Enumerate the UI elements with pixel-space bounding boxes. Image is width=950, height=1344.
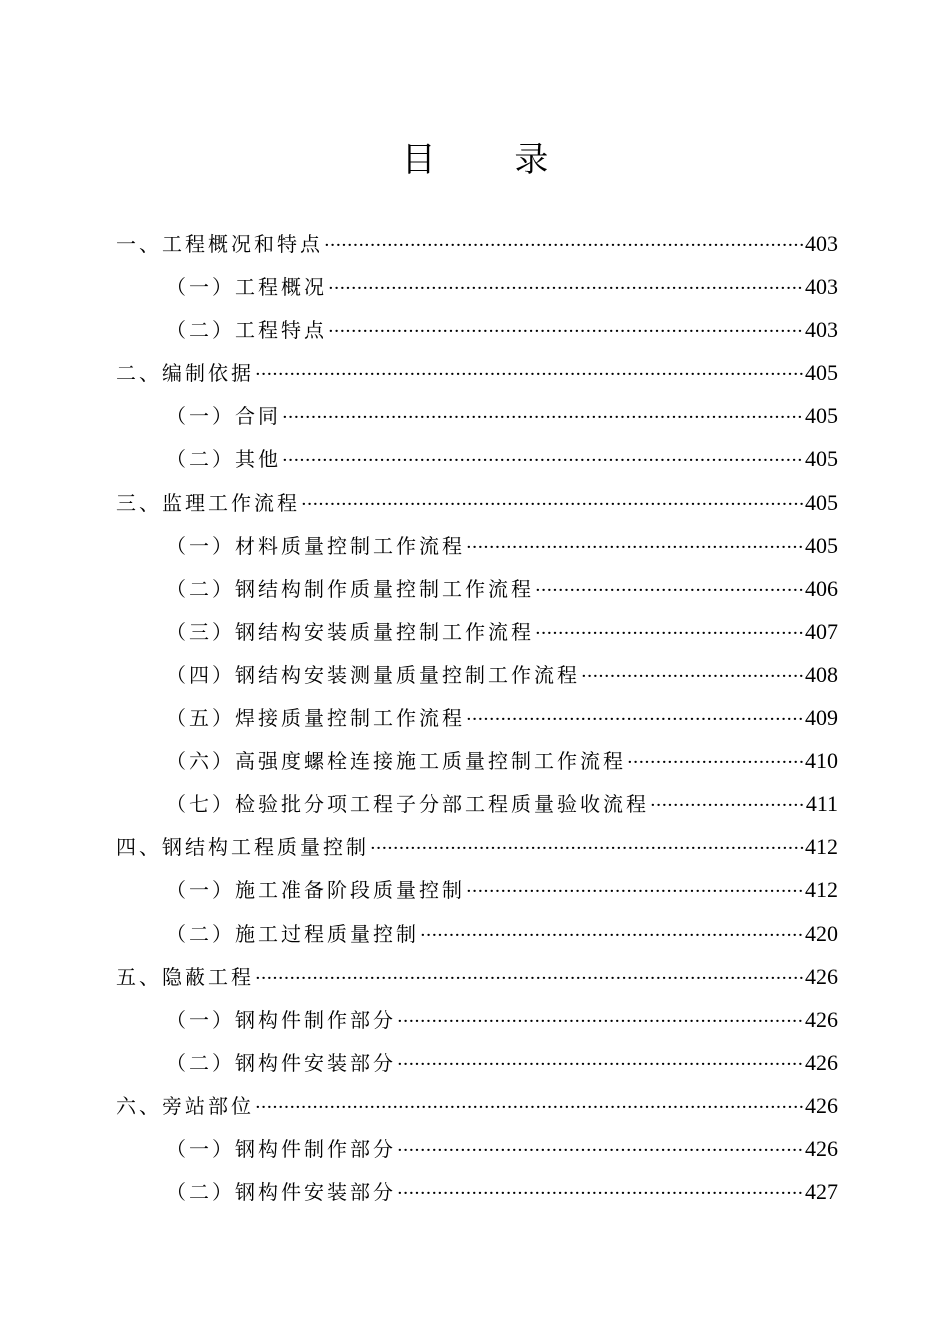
toc-entry[interactable] <box>116 1041 838 1084</box>
toc-entry-page-number: 426 <box>805 1049 838 1075</box>
dot-leader <box>466 526 804 569</box>
toc-entry[interactable] <box>116 437 838 480</box>
toc-entry-page-number: 427 <box>805 1179 838 1205</box>
toc-entry-title: 六、旁站部位 <box>116 1093 254 1118</box>
toc-entry[interactable] <box>116 394 838 437</box>
dot-leader <box>627 741 804 784</box>
toc-entry-page-number: 405 <box>805 489 838 515</box>
dot-leader <box>466 698 804 741</box>
toc-entry[interactable] <box>116 1170 838 1213</box>
toc-entry-page-number: 405 <box>805 360 838 386</box>
toc-entry-page-number: 426 <box>805 1092 838 1118</box>
toc-entry[interactable] <box>116 955 838 998</box>
toc-entry-title: （五）焊接质量控制工作流程 <box>166 706 465 731</box>
toc-entry-page-number: 412 <box>805 834 838 860</box>
toc-entry[interactable] <box>116 351 838 394</box>
toc-entry-title: 二、编制依据 <box>116 361 254 386</box>
toc-entry-page-number: 405 <box>805 446 838 472</box>
toc-entry-title: 五、隐蔽工程 <box>116 964 254 989</box>
toc-entry[interactable] <box>116 912 838 955</box>
dot-leader <box>324 224 804 267</box>
dot-leader <box>397 1129 804 1172</box>
toc-entry-page-number: 408 <box>805 661 838 687</box>
toc-entry[interactable] <box>116 782 838 825</box>
toc-entry-page-number: 420 <box>805 920 838 946</box>
dot-leader <box>581 655 804 698</box>
dot-leader <box>370 827 804 870</box>
toc-entry-page-number: 410 <box>805 748 838 774</box>
toc-entry[interactable] <box>116 998 838 1041</box>
toc-entry[interactable] <box>116 868 838 911</box>
toc-entry-title: 一、工程概况和特点 <box>116 232 323 256</box>
dot-leader <box>420 914 804 957</box>
toc-entry-title: （一）材料质量控制工作流程 <box>166 533 465 558</box>
table-of-contents <box>116 222 838 1213</box>
toc-entry-page-number: 426 <box>805 963 838 989</box>
toc-entry-page-number: 405 <box>805 403 838 429</box>
toc-entry-title: （二）其他 <box>166 447 281 472</box>
toc-entry-title: （一）合同 <box>166 404 281 429</box>
toc-entry[interactable] <box>116 696 838 739</box>
toc-entry-title: （一）钢构件制作部分 <box>166 1136 396 1161</box>
toc-entry[interactable] <box>116 481 838 524</box>
toc-entry-page-number: 411 <box>805 791 838 817</box>
dot-leader <box>282 439 804 482</box>
dot-leader <box>466 870 804 913</box>
toc-entry-title: （四）钢结构安装测量质量控制工作流程 <box>166 662 580 687</box>
dot-leader <box>255 353 804 396</box>
toc-entry-title: （二）钢构件安装部分 <box>166 1050 396 1075</box>
toc-entry-page-number: 412 <box>805 877 838 903</box>
dot-leader <box>282 396 804 439</box>
toc-entry[interactable] <box>116 739 838 782</box>
toc-entry-title: （一）工程概况 <box>166 275 327 300</box>
toc-entry-page-number: 407 <box>805 618 838 644</box>
toc-entry[interactable] <box>116 1127 838 1170</box>
dot-leader <box>535 612 804 655</box>
toc-entry-title: （二）工程特点 <box>166 318 327 343</box>
toc-entry-page-number: 403 <box>805 231 838 256</box>
toc-entry-title: 三、监理工作流程 <box>116 490 300 515</box>
toc-entry-title: （一）钢构件制作部分 <box>166 1007 396 1032</box>
toc-entry[interactable] <box>116 265 838 308</box>
toc-entry-page-number: 405 <box>805 532 838 558</box>
toc-entry-title: （三）钢结构安装质量控制工作流程 <box>166 619 534 644</box>
dot-leader <box>535 569 804 612</box>
dot-leader <box>328 310 804 353</box>
toc-entry[interactable] <box>116 567 838 610</box>
dot-leader <box>255 1086 804 1129</box>
dot-leader <box>301 483 804 526</box>
dot-leader <box>650 784 805 827</box>
toc-entry[interactable] <box>116 825 838 868</box>
dot-leader <box>397 1043 804 1086</box>
toc-entry[interactable] <box>116 222 838 265</box>
toc-entry-title: （二）施工过程质量控制 <box>166 921 419 946</box>
toc-entry-page-number: 426 <box>805 1135 838 1161</box>
toc-entry[interactable] <box>116 610 838 653</box>
toc-entry-page-number: 426 <box>805 1006 838 1032</box>
toc-entry-title: 四、钢结构工程质量控制 <box>116 835 369 860</box>
toc-entry-title: （一）施工准备阶段质量控制 <box>166 878 465 903</box>
toc-entry[interactable] <box>116 308 838 351</box>
page-title: 目 录 <box>401 140 583 180</box>
dot-leader <box>328 267 804 310</box>
toc-entry-title: （二）钢结构制作质量控制工作流程 <box>166 576 534 601</box>
toc-entry[interactable] <box>116 1084 838 1127</box>
toc-entry-page-number: 403 <box>805 274 838 300</box>
toc-entry-title: （七）检验批分项工程子分部工程质量验收流程 <box>166 792 649 817</box>
toc-entry[interactable] <box>116 653 838 696</box>
toc-entry-page-number: 409 <box>805 705 838 731</box>
toc-entry-title: （六）高强度螺栓连接施工质量控制工作流程 <box>166 749 626 774</box>
toc-entry-page-number: 403 <box>805 317 838 343</box>
dot-leader <box>397 1000 804 1043</box>
dot-leader <box>255 957 804 1000</box>
toc-entry-title: （二）钢构件安装部分 <box>166 1180 396 1205</box>
toc-entry-page-number: 406 <box>805 575 838 601</box>
dot-leader <box>397 1172 804 1215</box>
toc-entry[interactable] <box>116 524 838 567</box>
